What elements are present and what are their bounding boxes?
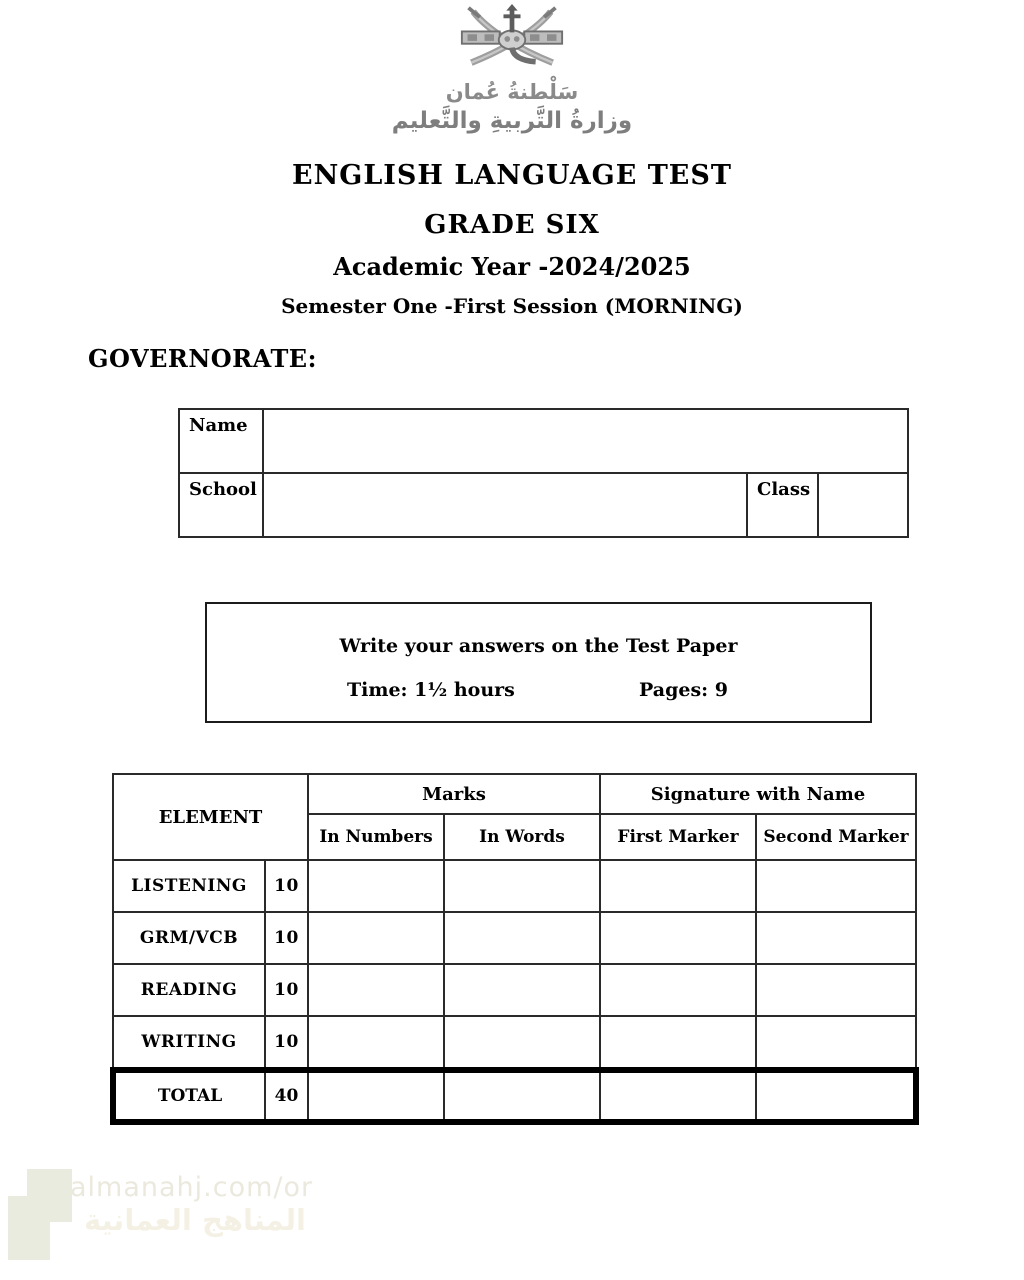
max-marks: 10 <box>265 860 308 912</box>
watermark-url: almanahj.com/or <box>70 1172 314 1203</box>
class-field <box>818 473 908 537</box>
element-name: READING <box>113 964 265 1016</box>
in-words-header: In Words <box>444 814 600 860</box>
semester-session: Semester One -First Session (MORNING) <box>281 294 743 318</box>
school-label: School <box>179 473 263 537</box>
table-header-row <box>113 774 916 814</box>
second-marker-cell <box>756 1016 916 1070</box>
in-numbers-cell <box>308 964 444 1016</box>
oman-emblem-icon <box>450 4 574 78</box>
total-label: TOTAL <box>113 1070 265 1122</box>
second-marker-cell <box>756 964 916 1016</box>
element-header: ELEMENT <box>113 774 308 860</box>
emblem-arabic-sultanate: سَلْطنةُ عُمان <box>445 80 579 104</box>
page-title: ENGLISH LANGUAGE TEST <box>292 160 732 191</box>
in-numbers-cell <box>308 1016 444 1070</box>
first-marker-header: First Marker <box>600 814 756 860</box>
first-marker-cell <box>600 912 756 964</box>
first-marker-cell <box>600 1070 756 1122</box>
instruction-text: Write your answers on the Test Paper <box>339 635 738 657</box>
student-info-table <box>178 408 909 538</box>
second-marker-header: Second Marker <box>756 814 916 860</box>
pages-count: Pages: 9 <box>638 679 728 701</box>
first-marker-cell <box>600 860 756 912</box>
table-row-grammar-vocab <box>113 912 916 964</box>
instruction-box <box>205 602 872 723</box>
school-field <box>263 473 747 537</box>
in-numbers-cell <box>308 1070 444 1122</box>
element-name: GRM/VCB <box>113 912 265 964</box>
max-marks: 10 <box>265 964 308 1016</box>
total-marks: 40 <box>265 1070 308 1122</box>
second-marker-cell <box>756 860 916 912</box>
page-header <box>0 4 1024 318</box>
in-words-cell <box>444 964 600 1016</box>
governorate-label: GOVERNORATE: <box>88 344 317 373</box>
max-marks: 10 <box>265 912 308 964</box>
table-row <box>179 473 908 537</box>
table-row-listening <box>113 860 916 912</box>
time-allowed: Time: 1½ hours <box>347 679 515 701</box>
in-words-cell <box>444 1070 600 1122</box>
second-marker-cell <box>756 912 916 964</box>
table-row-total <box>113 1070 916 1122</box>
in-words-cell <box>444 1016 600 1070</box>
table-row <box>179 409 908 473</box>
element-name: LISTENING <box>113 860 265 912</box>
marks-table <box>110 773 919 1125</box>
second-marker-cell <box>756 1070 916 1122</box>
name-label: Name <box>179 409 263 473</box>
in-numbers-cell <box>308 912 444 964</box>
name-field <box>263 409 908 473</box>
marks-header: Marks <box>308 774 600 814</box>
class-label: Class <box>747 473 818 537</box>
first-marker-cell <box>600 964 756 1016</box>
table-row-writing <box>113 1016 916 1070</box>
table-row-reading <box>113 964 916 1016</box>
in-numbers-header: In Numbers <box>308 814 444 860</box>
element-name: WRITING <box>113 1016 265 1070</box>
in-words-cell <box>444 860 600 912</box>
in-words-cell <box>444 912 600 964</box>
max-marks: 10 <box>265 1016 308 1070</box>
signature-header: Signature with Name <box>600 774 916 814</box>
academic-year: Academic Year -2024/2025 <box>333 252 691 281</box>
in-numbers-cell <box>308 860 444 912</box>
grade-title: GRADE SIX <box>424 210 600 240</box>
watermark-arabic: المناهج العمانية <box>84 1203 306 1237</box>
watermark-block-icon <box>8 1196 50 1260</box>
emblem-arabic-ministry: وزارةُ التَّربيةِ والتَّعليم <box>391 108 633 134</box>
first-marker-cell <box>600 1016 756 1070</box>
